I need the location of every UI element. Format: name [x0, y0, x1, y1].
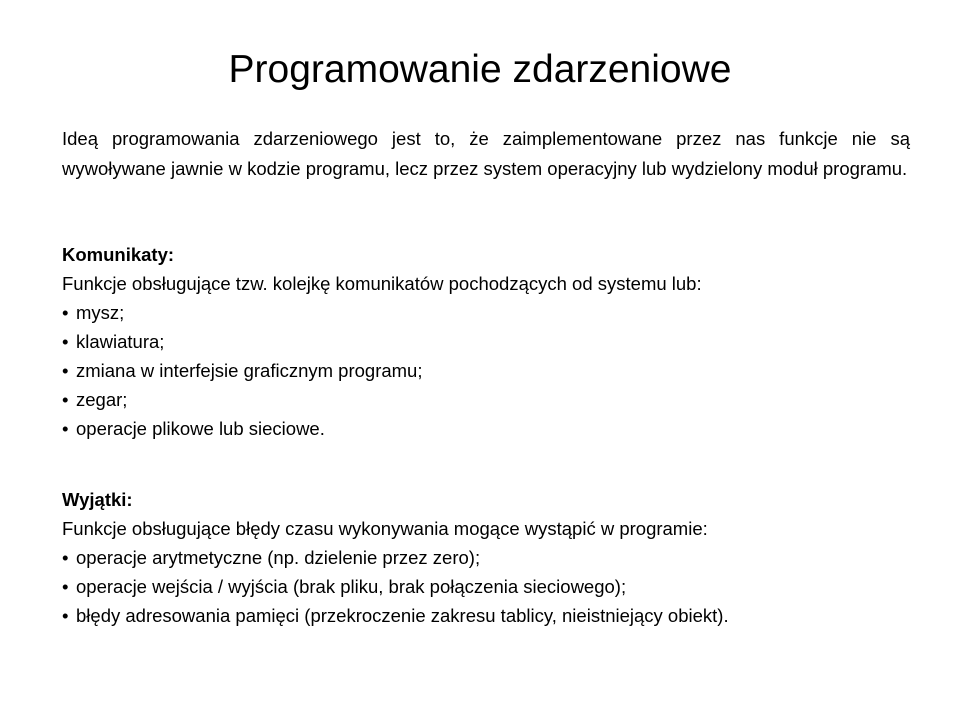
- bullet-icon: •: [62, 360, 69, 381]
- exceptions-list: [62, 543, 922, 630]
- list-item-text: mysz;: [76, 302, 125, 323]
- messages-lead: Funkcje obsługujące tzw. kolejkę komunikatów pochodzących od systemu lub:: [62, 273, 702, 294]
- list-item: [62, 414, 922, 443]
- list-item-text: klawiatura;: [76, 331, 165, 352]
- intro-paragraph: Ideą programowania zdarzeniowego jest to, że zaimplementowane przez nas funkcje nie są wywoływane jawnie w kodzie programu, lecz przez system operacyjny lub wydzielony moduł programu.: [62, 128, 910, 179]
- exceptions-lead: Funkcje obsługujące błędy czasu wykonywania mogące wystąpić w programie:: [62, 518, 708, 539]
- list-item: [62, 385, 922, 414]
- bullet-icon: •: [62, 418, 69, 439]
- list-item-text: operacje plikowe lub sieciowe.: [76, 418, 325, 439]
- bullet-icon: •: [62, 302, 69, 323]
- bullet-icon: •: [62, 331, 69, 352]
- messages-heading: Komunikaty:: [62, 244, 175, 265]
- messages-list: [62, 298, 922, 443]
- list-item-text: operacje arytmetyczne (np. dzielenie przez zero);: [76, 547, 481, 568]
- list-item: [62, 601, 922, 630]
- bullet-icon: •: [62, 547, 69, 568]
- exceptions-heading: Wyjątki:: [62, 489, 133, 510]
- messages-section: [62, 240, 922, 443]
- list-item-text: błędy adresowania pamięci (przekroczenie zakresu tablicy, nieistniejący obiekt).: [76, 605, 729, 626]
- bullet-icon: •: [62, 605, 69, 626]
- bullet-icon: •: [62, 576, 69, 597]
- exceptions-section: [62, 485, 922, 630]
- list-item-text: operacje wejścia / wyjścia (brak pliku, brak połączenia sieciowego);: [76, 576, 627, 597]
- bullet-icon: •: [62, 389, 69, 410]
- list-item-text: zmiana w interfejsie graficznym programu;: [76, 360, 423, 381]
- list-item: [62, 298, 922, 327]
- list-item: [62, 327, 922, 356]
- list-item: [62, 356, 922, 385]
- list-item: [62, 572, 922, 601]
- list-item-text: zegar;: [76, 389, 128, 410]
- slide-title: Programowanie zdarzeniowe: [228, 48, 732, 91]
- list-item: [62, 543, 922, 572]
